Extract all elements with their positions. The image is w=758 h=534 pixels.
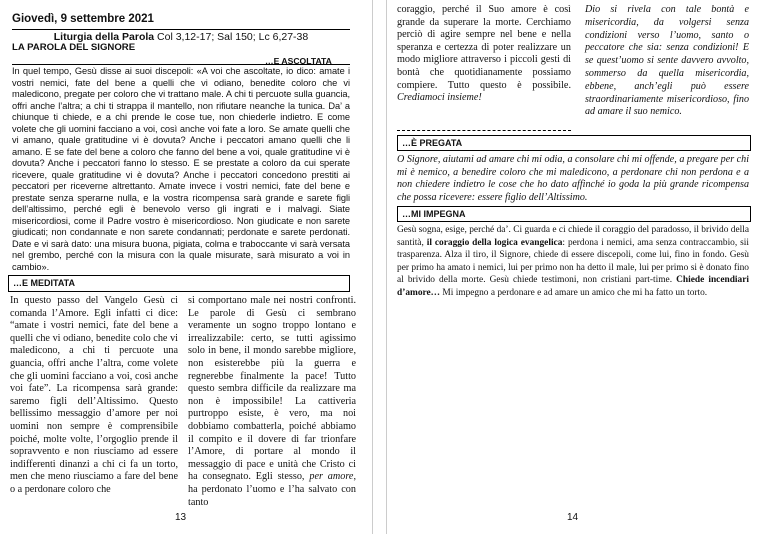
impegno-text [397, 224, 749, 300]
page-date: Giovedì, 9 settembre 2021 [12, 13, 154, 25]
impegno-part-3: Mi impegno a perdonare e ad amare un amico che mi ha fatto un torto. [440, 287, 708, 298]
liturgy-label: Liturgia della Parola [53, 31, 155, 43]
continuation-column [397, 4, 571, 105]
impegna-label: …MI IMPEGNA [402, 209, 466, 219]
ascoltata-label: …E ASCOLTATA [265, 56, 332, 66]
meditata-box [8, 275, 350, 292]
continuation-text: coraggio, perché il Suo amore è così grande da superare la morte. Cerchiamo perciò di agire sempre nel bene e nella speranza e certezza di poter realizzare un modo migliore attraverso i piccoli gesti di bontà che quotidianamente possiamo compiere. Tutto questo è possibile. [397, 4, 571, 91]
page-number: 14 [567, 512, 579, 523]
meditata-column-2 [188, 295, 356, 509]
header-rule [12, 29, 350, 30]
meditata-column-1: In questo passo del Vangelo Gesù ci comanda l’Amore. Egli infatti ci dice: “amate i vostri nemici, fate del bene a quelli che vi odiano, benedite colo che vi maledicono, a chi ti percuote una guancia, offri anche l’altra, come volete che gli uomini facciano a voi, così anche voi fate”. La ricompensa sarà grande: saremo figli dell’Altissimo. Questo bellissimo messaggio d’amore per noi uomini non sempre è comprensibile poiché, molte volte, l’orgoglio prende il sopravvento e non riusciamo ad essere indifferenti dinanzi a chi ci fa un torto, men che meno riusciamo a fare del bene o a perdonare coloro che [10, 295, 178, 495]
impegna-box [397, 206, 751, 222]
liturgy-refs: Col 3,12-17; Sal 150; Lc 6,27-38 [154, 31, 309, 43]
meditata-col2-emphasis: per amore [309, 471, 354, 483]
meditata-col2-end: , ha perdonato l’uomo e l’ha salvato con tanto [188, 471, 356, 508]
impegno-part-2: : perdona i nemici, ama senza contraccambio, sii trasparenza. Alza il tiro, il Signore, chiede di essere discepoli, come lui, fino in fondo. Gesù per primo ha amato i nemici, lui per primo non ha detto il male, lui per primo si è donato fino al brivido della morte. Gesù chiede testimoni, non cristiani part-time. [397, 237, 749, 286]
meditata-col2-text: si comportano male nei nostri confronti. Le parole di Gesù ci sembrano veramente un sogno troppo lontano e irrealizzabile: certo, se tutti agissimo solo in bene, il mondo sarebbe migliore, non esisterebbe più la guerra e regnerebbe finalmente la pace! Tutto questo sembra difficile da realizzare ma non è impossibile! La cattiveria purtroppo esiste, è vero, ma noi dobbiamo combatterla, poiché abbiamo il compito e il dovere di far trionfare l’Amore, di portare al mondo il messaggio di pace e unità che Cristo ci ha consegnato. Egli stesso, [188, 295, 356, 483]
pregata-box [397, 135, 751, 151]
page-number: 13 [175, 512, 187, 523]
continuation-emphasis: Crediamoci insieme! [397, 92, 482, 104]
impegno-part-1: Gesù sogna, esige, perché da’. Ci guarda e ci chiede il coraggio del paradosso, il brivido della santità, [397, 225, 749, 248]
reflection-column: Dio si rivela con tale bontà e misericordia, da volgersi senza condizioni verso l’uomo, santo o peccatore che sia: senza condizioni! E se quest’uomo si sente davvero avvolto, sommerso da quella misericordia, ebbene, anch’egli può essere straordinariamente misericordioso, fino ad amare il suo nemico. [585, 4, 749, 118]
meditata-label: …E MEDITATA [13, 278, 75, 288]
gospel-text: In quel tempo, Gesù disse ai suoi discepoli: «A voi che ascoltate, io dico: amate i vostri nemici, fate del bene a quelli che vi odiano, benedite coloro che vi maledicono, pregate per coloro che vi trattano male. A chi ti percuote sulla guancia, offri anche l’altra; a chi ti strappa il mantello, non rifiutare neanche la tunica. Da’ a chiunque ti chiede, e a chi prende le cose tue, non chiederle indietro. E come volete che gli uomini facciano a voi, così anche voi fate a loro. Se amate quelli che vi amano, quale gratitudine vi è dovuta? Anche i peccatori amano quelli che li amano. E se fate del bene a coloro che fanno del bene a voi, quale gratitudine vi è dovuta? Anche i peccatori fanno lo stesso. E se prestate a coloro da cui sperate ricevere, quale gratitudine vi è dovuta? Anche i peccatori concedono prestiti ai peccatori per riceverne altrettanto. Amate invece i vostri nemici, fate del bene e prestate senza sperarne nulla, e la vostra ricompensa sarà grande e sarete figli dell’altissimo, perché egli è benevolo verso gli ingrati e i malvagi. Siate misericordiosi, come il Padre vostro è misericordioso. Non giudicate e non sarete giudicati; non condannate e non sarete condannati; perdonate e sarete perdonati. Date e vi sarà dato: una misura buona, pigiata, colma e traboccante vi sarà versata nel grembo, perché con la misura con la quale misurate, sarà misurato a voi in cambio». [12, 66, 350, 272]
pregata-label: …È PREGATA [402, 138, 463, 148]
impegno-bold-2: Chiede incendiari d’amore… [397, 275, 749, 298]
ascoltata-rule [12, 64, 350, 65]
impegno-bold-1: il coraggio della logica evangelica [426, 237, 563, 248]
right-page [386, 0, 758, 534]
prayer-text: O Signore, aiutami ad amare chi mi odia, a consolare chi mi offende, a pregare per chi mi è nemico, a benedire coloro che mi maledicono, a perdonare chi non perdona e a non chiedere indietro le cose che ho dato affinché io goda la più grande ricompensa che possa ricevere: essere figlio dell’Altissimo. [397, 154, 749, 203]
column-separator [397, 130, 571, 131]
section-title: LA PAROLA DEL SIGNORE [12, 42, 136, 53]
left-page [0, 0, 373, 534]
